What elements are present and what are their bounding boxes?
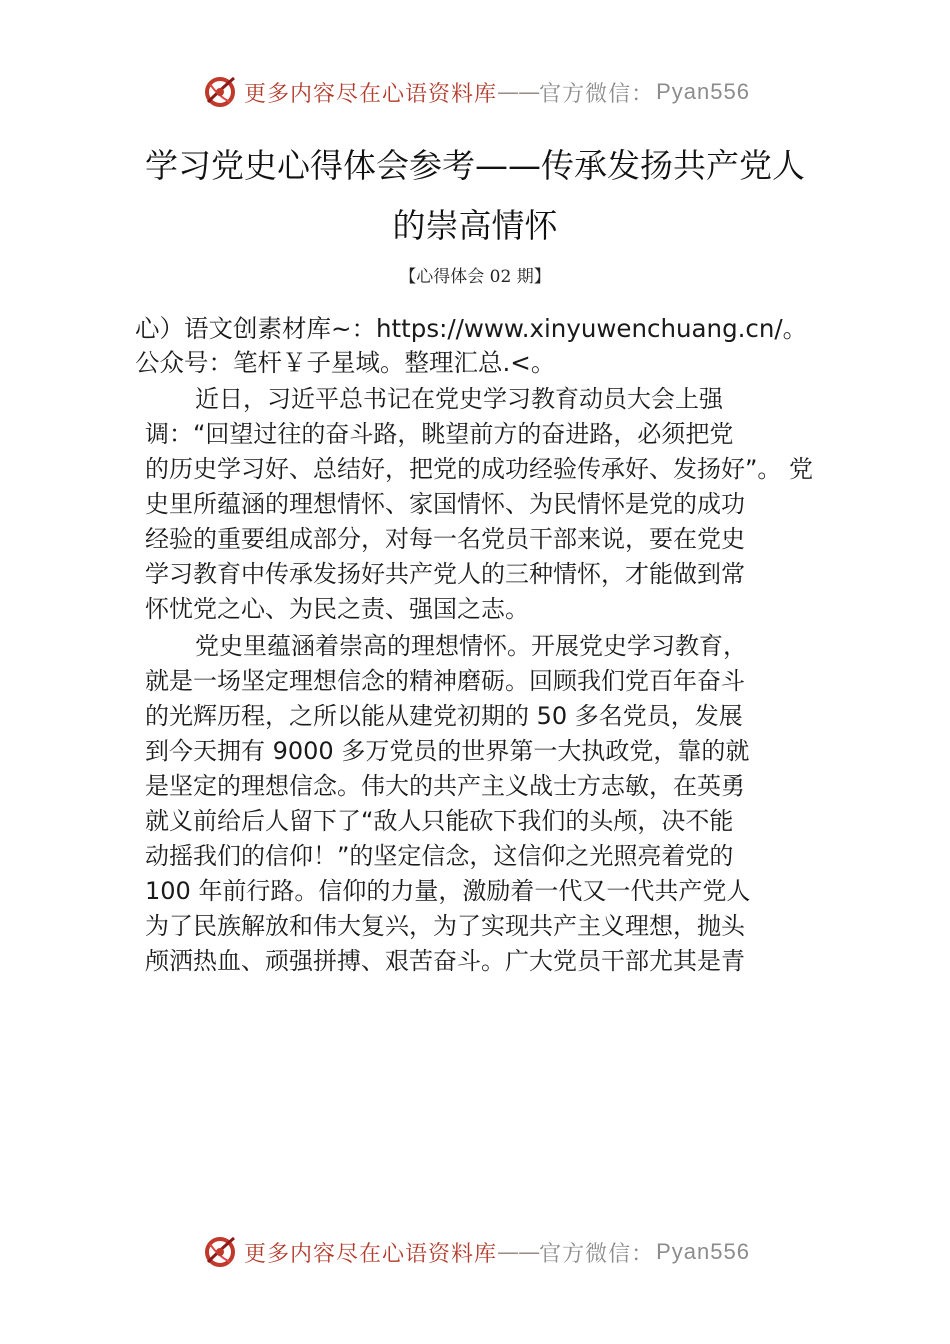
paragraph-2-line: 就义前给后人留下了“敌人只能砍下我们的头颅，决不能	[145, 807, 734, 835]
paragraph-1-line: 怀忧党之心、为民之责、强国之志。	[145, 595, 529, 623]
paragraph-2-line: 100 年前行路。信仰的力量，激励着一代又一代共产党人	[145, 877, 751, 905]
banner-wechat-label: 官方微信：	[539, 1241, 655, 1267]
paragraph-1-line: 的历史学习好、总结好，把党的成功经验传承好、发扬好”。 党	[145, 455, 814, 483]
watermark-line-1: 心）语文创素材库~：https://www.xinyuwenchuang.cn/。	[135, 314, 808, 343]
paragraph-2-line: 动摇我们的信仰！”的坚定信念，这信仰之光照亮着党的	[145, 842, 734, 870]
paragraph-1-line: 调：“回望过往的奋斗路，眺望前方的奋进路，必须把党	[145, 420, 734, 448]
paragraph-1-line: 近日，习近平总书记在党史学习教育动员大会上强	[195, 385, 723, 413]
banner-wechat-id: Pyan556	[656, 79, 750, 104]
paragraph-2-line: 是坚定的理想信念。伟大的共产主义战士方志敏，在英勇	[145, 772, 745, 800]
paragraph-1-line: 经验的重要组成部分，对每一名党员干部来说，要在党史	[145, 525, 745, 553]
banner-wechat-id: Pyan556	[656, 1239, 750, 1264]
logo-icon	[200, 1232, 240, 1272]
banner-wechat-label: 官方微信：	[539, 81, 655, 107]
paragraph-2-line: 为了民族解放和伟大复兴，为了实现共产主义理想，抛头	[145, 912, 745, 940]
paragraph-1-line: 学习教育中传承发扬好共产党人的三种情怀，才能做到常	[145, 560, 745, 588]
page-title-line-1: 学习党史心得体会参考——传承发扬共产党人	[145, 146, 805, 185]
paragraph-2-line: 到今天拥有 9000 多万党员的世界第一大执政党，靠的就	[145, 737, 750, 765]
paragraph-2-line: 就是一场坚定理想信念的精神磨砺。回顾我们党百年奋斗	[145, 667, 745, 695]
paragraph-2-line: 颅洒热血、顽强拼搏、艰苦奋斗。广大党员干部尤其是青	[145, 947, 745, 975]
paragraph-2-line: 的光辉历程，之所以能从建党初期的 50 多名党员，发展	[145, 702, 743, 730]
banner-text: 更多内容尽在心语资料库	[244, 1241, 498, 1267]
logo-icon	[200, 72, 240, 112]
header-banner	[0, 72, 950, 112]
banner-text: 更多内容尽在心语资料库	[244, 81, 498, 107]
page-title-line-2: 的崇高情怀	[392, 206, 558, 245]
issue-label: 【心得体会 02 期】	[399, 267, 551, 287]
footer-banner	[0, 1232, 950, 1272]
banner-dash: ——	[497, 1239, 540, 1265]
banner-dash: ——	[497, 79, 540, 105]
watermark-line-2: 公众号：笔杆￥子星域。整理汇总.<。	[135, 348, 556, 377]
paragraph-1-line: 史里所蕴涵的理想情怀、家国情怀、为民情怀是党的成功	[145, 490, 745, 518]
paragraph-2-line: 党史里蕴涵着崇高的理想情怀。开展党史学习教育，	[195, 632, 747, 660]
